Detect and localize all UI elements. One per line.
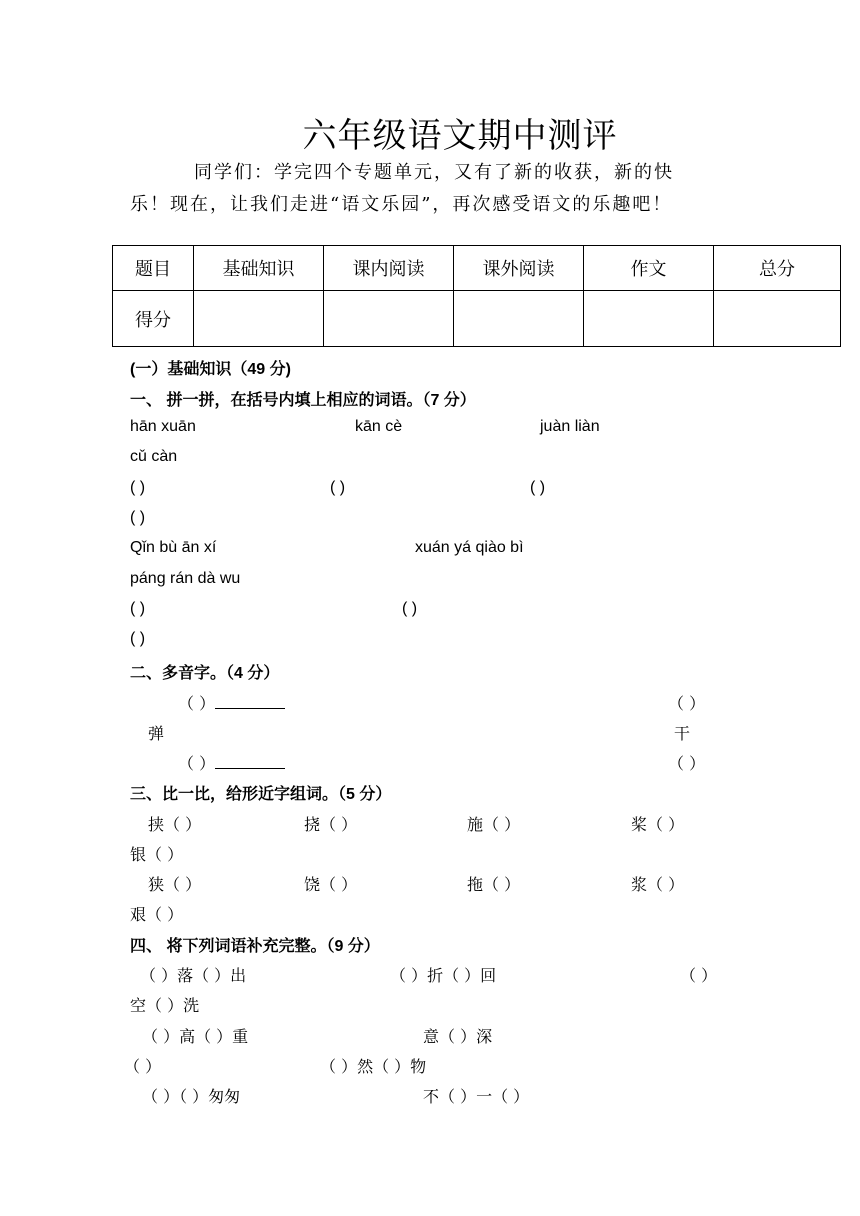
score-cell[interactable] — [714, 291, 841, 347]
intro-line-2: 乐！现在，让我们走进“语文乐园”，再次感受语文的乐趣吧！ — [130, 194, 673, 215]
char-compare[interactable]: 饶（ ） — [304, 875, 358, 894]
pinyin: páng rán dà wu — [130, 570, 241, 587]
char-compare[interactable]: 挠（ ） — [304, 815, 358, 834]
answer-bracket[interactable]: ( ) — [130, 600, 146, 617]
answer-bracket[interactable]: ( ) — [130, 509, 146, 526]
score-table-score-row — [113, 291, 841, 347]
polyphone-char: 弹 — [148, 724, 165, 743]
header-cell: 课内阅读 — [324, 246, 454, 291]
score-cell[interactable] — [324, 291, 454, 347]
polyphone-char: 干 — [674, 724, 691, 743]
page-title: 六年级语文期中测评 — [302, 116, 618, 156]
answer-bracket[interactable]: （ ） — [668, 694, 706, 713]
header-cell: 课外阅读 — [454, 246, 584, 291]
char-compare[interactable]: 挟（ ） — [148, 815, 202, 834]
idiom-fill[interactable]: （ ）高（ ）重 — [142, 1027, 249, 1046]
intro-line-1: 同学们：学完四个专题单元，又有了新的收获，新的快 — [194, 162, 674, 183]
score-row-label: 得分 — [113, 291, 194, 347]
idiom-fill[interactable]: （ ） — [680, 966, 718, 985]
char-compare[interactable]: 艰（ ） — [130, 905, 184, 924]
polyphone-entry — [178, 751, 285, 774]
idiom-fill[interactable]: 意（ ）深 — [423, 1027, 493, 1046]
answer-line[interactable] — [215, 754, 285, 769]
pinyin: kān cè — [355, 418, 403, 435]
question-4-heading: 四、 将下列词语补充完整。（9 分） — [130, 938, 380, 955]
idiom-fill[interactable]: （ ）然（ ）物 — [320, 1057, 427, 1076]
score-table — [112, 245, 841, 347]
header-cell: 题目 — [113, 246, 194, 291]
score-cell[interactable] — [194, 291, 324, 347]
score-cell[interactable] — [454, 291, 584, 347]
answer-bracket[interactable]: ( ) — [130, 630, 146, 647]
char-compare[interactable]: 银（ ） — [130, 845, 184, 864]
char-compare[interactable]: 拖（ ） — [467, 875, 521, 894]
char-compare[interactable]: 浆（ ） — [631, 875, 685, 894]
char-compare[interactable]: 施（ ） — [467, 815, 521, 834]
answer-bracket[interactable]: ( ) — [330, 479, 346, 496]
question-1-heading: 一、 拼一拼，在括号内填上相应的词语。（7 分） — [130, 392, 476, 409]
header-cell: 总分 — [714, 246, 841, 291]
pinyin: hān xuān — [130, 418, 196, 435]
idiom-fill[interactable]: 空（ ）洗 — [130, 996, 200, 1015]
idiom-fill[interactable]: （ ）（ ）匆匆 — [142, 1087, 241, 1106]
answer-bracket[interactable]: （ ） — [178, 754, 216, 773]
header-cell: 基础知识 — [194, 246, 324, 291]
char-compare[interactable]: 桨（ ） — [631, 815, 685, 834]
question-3-heading: 三、比一比，给形近字组词。（5 分） — [130, 786, 392, 803]
pinyin: Qǐn bù ān xí — [130, 539, 217, 556]
answer-line[interactable] — [215, 694, 285, 709]
pinyin: juàn liàn — [540, 418, 600, 435]
answer-bracket[interactable]: （ ） — [178, 694, 216, 713]
score-table-header-row — [113, 246, 841, 291]
idiom-fill[interactable]: （ ） — [124, 1057, 162, 1076]
pinyin: cǔ càn — [130, 448, 178, 465]
pinyin: xuán yá qiào bì — [415, 539, 524, 556]
idiom-fill[interactable]: （ ）落（ ）出 — [140, 966, 247, 985]
score-cell[interactable] — [584, 291, 714, 347]
question-2-heading: 二、多音字。（4 分） — [130, 665, 280, 682]
answer-bracket[interactable]: ( ) — [530, 479, 546, 496]
idiom-fill[interactable]: 不（ ）一（ ） — [423, 1087, 530, 1106]
answer-bracket[interactable]: ( ) — [130, 479, 146, 496]
polyphone-entry — [178, 691, 285, 714]
answer-bracket[interactable]: ( ) — [402, 600, 418, 617]
header-cell: 作文 — [584, 246, 714, 291]
char-compare[interactable]: 狭（ ） — [148, 875, 202, 894]
answer-bracket[interactable]: （ ） — [668, 754, 706, 773]
idiom-fill[interactable]: （ ）折（ ）回 — [390, 966, 497, 985]
section-heading: (一）基础知识（49 分) — [130, 361, 291, 378]
